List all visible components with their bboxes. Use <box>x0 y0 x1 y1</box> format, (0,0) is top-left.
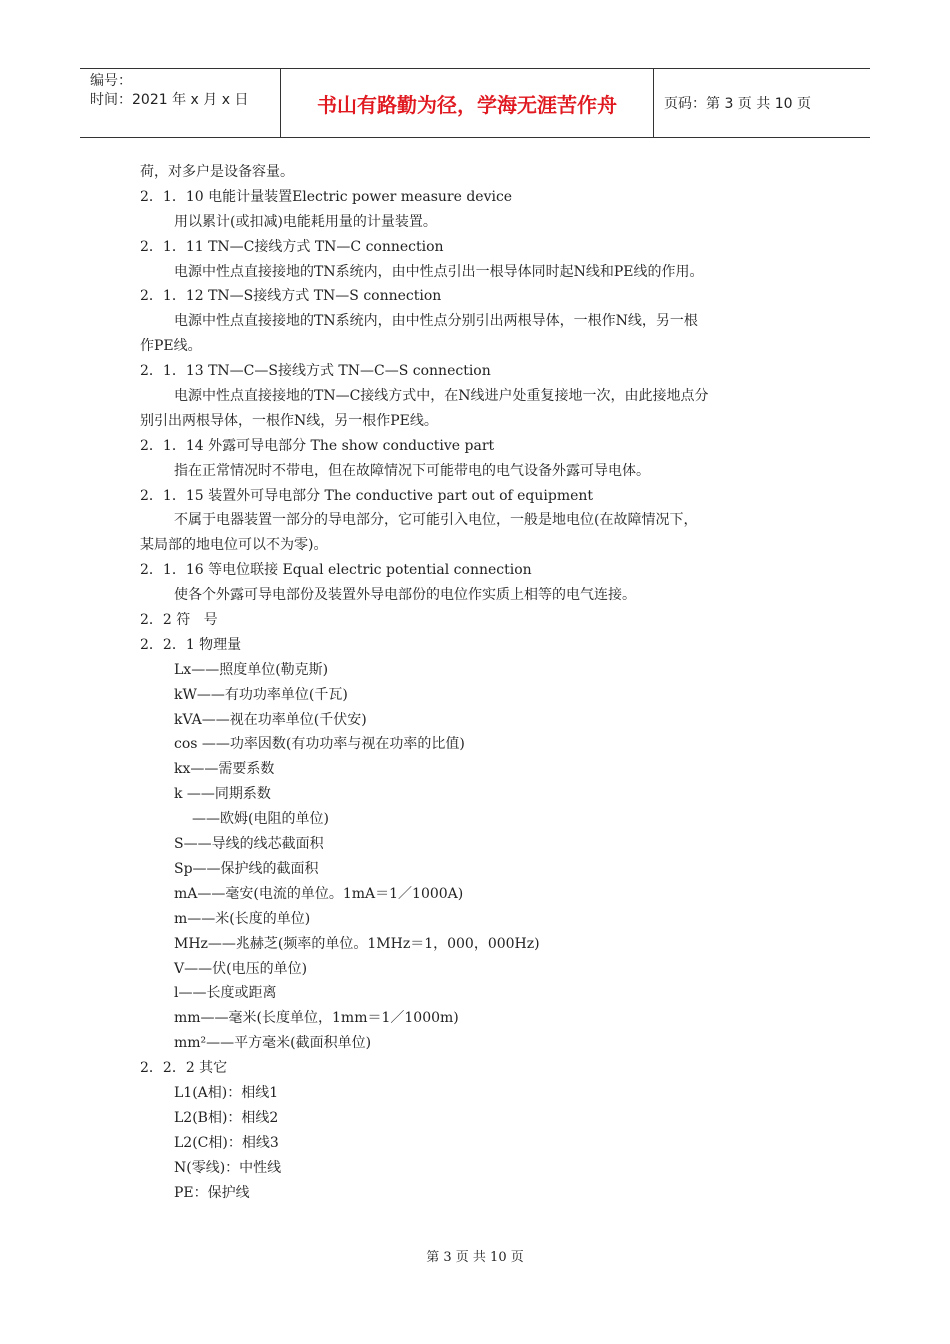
symbol-entry: ——欧姆(电阻的单位) <box>192 811 329 828</box>
paragraph-line: 某局部的地电位可以不为零)。 <box>140 537 328 554</box>
symbol-entry: Sp——保护线的截面积 <box>174 860 319 877</box>
header-page-number: 页码：第 3 页 共 10 页 <box>664 96 811 112</box>
section-heading: 2．1．13 TN—C—S接线方式 TN—C—S connection <box>140 363 491 380</box>
paragraph-line: 作PE线。 <box>140 338 202 355</box>
paragraph-line: 荷，对多户是设备容量。 <box>140 164 294 180</box>
document-date: 时间：2021 年 x 月 x 日 <box>90 92 249 108</box>
page-footer: 第 3 页 共 10 页 <box>426 1250 524 1265</box>
document-number-label: 编号： <box>90 73 132 89</box>
section-heading: 2．1．15 装置外可导电部分 The conductive part out of equipment <box>140 487 594 504</box>
paragraph-line: 不属于电器装置一部分的导电部分，它可能引入电位，一般是地电位(在故障情况下， <box>174 512 698 529</box>
header-meta <box>80 69 281 137</box>
section-heading: 2．2．2 其它 <box>140 1060 228 1077</box>
symbol-entry: MHz——兆赫芝(频率的单位。1MHz＝1，000，000Hz) <box>174 935 540 952</box>
paragraph-line: 电源中性点直接接地的TN系统内，由中性点引出一根导体同时起N线和PE线的作用。 <box>174 263 704 280</box>
paragraph-line: 指在正常情况时不带电，但在故障情况下可能带电的电气设备外露可导电体。 <box>174 462 650 479</box>
symbol-entry: kVA——视在功率单位(千伏安) <box>174 711 367 728</box>
section-heading: 2．1．10 电能计量装置Electric power measure device <box>140 188 513 205</box>
symbol-entry: l——长度或距离 <box>174 985 277 1002</box>
symbol-entry: k ——同期系数 <box>174 786 271 803</box>
paragraph-line: 别引出两根导体，一根作N线，另一根作PE线。 <box>140 412 438 429</box>
symbol-entry: mm——毫米(长度单位，1mm＝1／1000m) <box>174 1010 459 1027</box>
symbol-entry: cos ——功率因数(有功功率与视在功率的比值) <box>174 736 465 753</box>
symbol-entry: kW——有功功率单位(千瓦) <box>174 686 348 703</box>
symbol-entry: mA——毫安(电流的单位。1mA＝1／1000A) <box>174 885 464 902</box>
symbol-entry: L2(C相)：相线3 <box>174 1134 279 1151</box>
symbol-entry: S——导线的线芯截面积 <box>174 836 324 853</box>
symbol-entry: V——伏(电压的单位) <box>174 960 308 977</box>
section-heading: 2．1．12 TN—S接线方式 TN—S connection <box>140 288 442 305</box>
symbol-entry: Lx——照度单位(勒克斯) <box>174 661 329 678</box>
symbol-entry: PE：保护线 <box>174 1184 250 1201</box>
section-heading: 2．1．11 TN—C接线方式 TN—C connection <box>140 238 444 255</box>
symbol-entry: mm²——平方毫米(截面积单位) <box>174 1035 372 1052</box>
symbol-entry: kx——需要系数 <box>174 761 275 778</box>
paragraph-line: 电源中性点直接接地的TN—C接线方式中，在N线进户处重复接地一次，由此接地点分 <box>174 388 709 405</box>
symbol-entry: m——米(长度的单位) <box>174 910 311 927</box>
section-heading: 2．2．1 物理量 <box>140 636 242 653</box>
symbol-entry: N(零线)：中性线 <box>174 1159 282 1176</box>
header-motto: 书山有路勤为径，学海无涯苦作舟 <box>281 69 654 137</box>
section-heading: 2．1．14 外露可导电部分 The show conductive part <box>140 437 495 454</box>
paragraph-line: 使各个外露可导电部份及装置外导电部份的电位作实质上相等的电气连接。 <box>174 587 636 604</box>
document-body <box>140 160 820 1205</box>
section-heading: 2．2 符 号 <box>140 612 218 629</box>
symbol-entry: L1(A相)：相线1 <box>174 1084 279 1101</box>
section-heading: 2．1．16 等电位联接 Equal electric potential connection <box>140 562 532 579</box>
paragraph-line: 用以累计(或扣减)电能耗用量的计量装置。 <box>174 213 437 230</box>
page-header <box>80 68 870 138</box>
symbol-entry: L2(B相)：相线2 <box>174 1109 279 1126</box>
paragraph-line: 电源中性点直接接地的TN系统内，由中性点分别引出两根导体，一根作N线，另一根 <box>174 313 698 330</box>
